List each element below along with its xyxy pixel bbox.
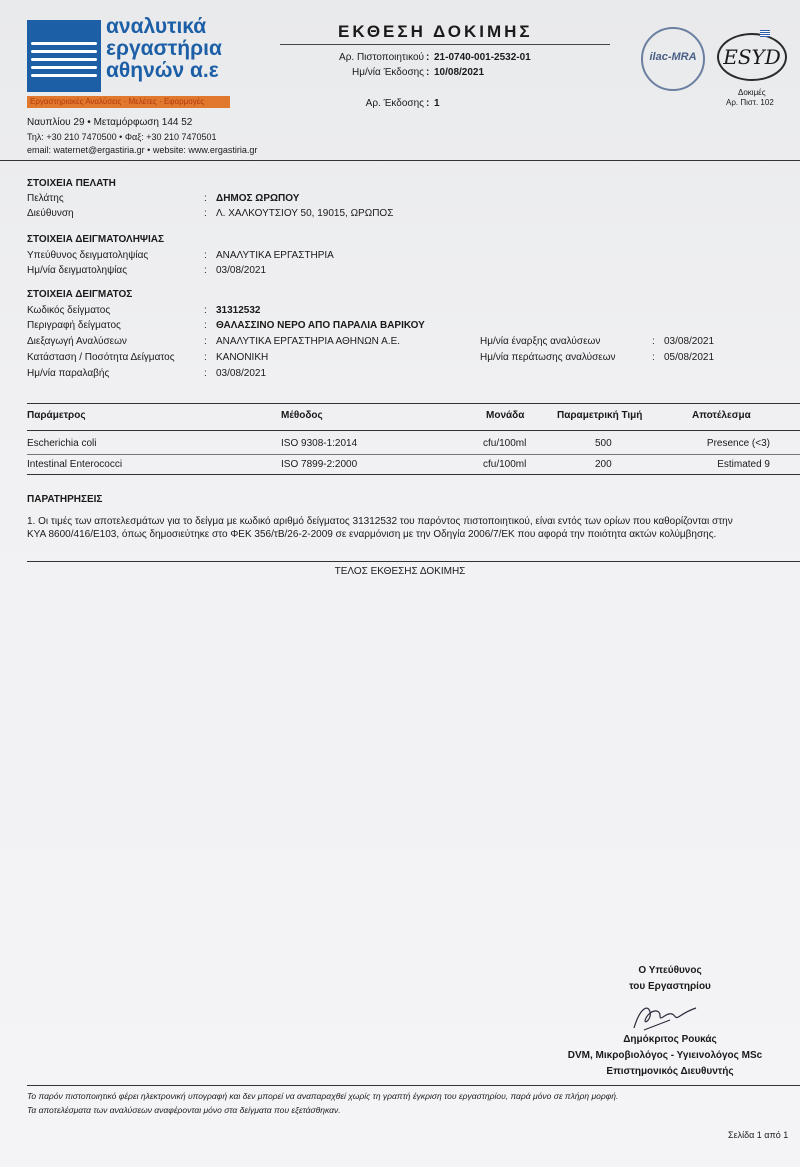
row1-method: ISO 9308-1:2014 (281, 438, 358, 449)
lab-email: email: waternet@ergastiria.gr • website: www.ergastiria.gr (27, 145, 258, 155)
page-number: Σελίδα 1 από 1 (728, 1130, 789, 1140)
title-rule (280, 44, 610, 45)
greek-flag-icon (760, 30, 770, 37)
analysis-value: ΑΝΑΛΥΤΙΚΑ ΕΡΓΑΣΤΗΡΙΑ ΑΘΗΝΩΝ Α.Ε. (216, 336, 401, 347)
report-page: αναλυτικά εργαστήρια αθηνών α.ε Εργαστηριακές Αναλύσεις · Μελέτες · Εφαρμογές Ναυπλίου 29 • Μεταμόρφωση 144 52 Τηλ: +30 210 7470500 • Φαξ: +30 210 7470501 email: waternet@ergastiria.gr • website: www.ergastiria.gr ΕΚΘΕΣΗ ΔΟΚΙΜΗΣ Αρ. Πιστοποιητικού : 21-0740-001-2532-01 Ημ/νία Έκδοσης : 10/08/2021 Αρ. Έκδοσης : 1 ilac-MRA ESYD Δοκιμές Αρ. Πιστ. 102 ΣΤΟΙΧΕΙΑ ΠΕΛΑΤΗ Πελάτης : ΔΗΜΟΣ ΩΡΩΠΟΥ Διεύθυνση : Λ. ΧΑΛΚΟΥΤΣΙΟΥ 50, 19015, ΩΡΩΠΟΣ ΣΤΟΙΧΕΙΑ ΔΕΙΓΜΑΤΟΛΗΨΙΑΣ Υπεύθυνος δειγματοληψίας : ΑΝΑΛΥΤΙΚΑ ΕΡΓΑΣΤΗΡΙΑ Ημ/νία δειγματοληψίας : 03/08/2021 ΣΤΟΙΧΕΙΑ ΔΕΙΓΜΑΤΟΣ Κωδικός δείγματος : 31312532 Περιγραφή δείγματος : ΘΑΛΑΣΣΙΝΟ ΝΕΡΟ ΑΠΟ ΠΑΡΑΛΙΑ ΒΑΡΙΚΟΥ Διεξαγωγή Αναλύσεων : ΑΝΑΛΥΤΙΚΑ ΕΡΓΑΣΤΗΡΙΑ ΑΘΗΝΩΝ Α.Ε. Κατάσταση / Ποσότητα Δείγματος : ΚΑΝΟΝΙΚΗ Ημ/νία παραλαβής : 03/08/2021 Ημ/νία έναρξης αναλύσεων : 03/08/2021 Ημ/νία περάτωσης αναλύσεων : 05/08/2021 Παράμετρος Μέθοδος Μονάδα Παραμετρική Τιμή Αποτέλεσμα Escherichia coli ISO 9308-1:2014 cfu/100ml 500 Presence (<3) Intestinal Enterococci ISO 7899-2:2000 cfu/100ml 200 Estimated 9 ΠΑΡΑΤΗΡΗΣΕΙΣ 1. Οι τιμές των αποτελεσμάτων για το δείγμα με κωδικό αριθμό δείγματος 31312532 του παρόντος πιστοποιητικού, είναι εντός των ορίων που καθορίζονται στην ΚΥΑ 8600/416/Ε103, όπως δημοσιεύτηκε στο ΦΕΚ 356/τΒ/26-2-2009 σε εναρμόνιση με την Οδηγία 2006/7/ΕΚ που αφορά την ποιότητα ακτών κολύμβησης. ΤΕΛΟΣ ΕΚΘΕΣΗΣ ΔΟΚΙΜΗΣ Ο Υπεύθυνος του Εργαστηρίου Δημόκριτος Ρουκάς DVM, Μικροβιολόγος - Υγιεινολόγος MSc Επιστημονικός Διευθυντής Το παρόν πιστοποιητικό φέρει ηλεκτρονική υπογραφή και δεν μπορεί να αναπαραχθεί χωρίς τη γραπτή έγκριση του εργαστηρίου, παρά μόνο σε πλήρη μορφή. Τα αποτελέσματα των αναλύσεων αναφέρονται μόνο στα δείγματα που εξετάσθηκαν. Σελίδα 1 από 1 (0, 0, 800, 1167)
table-top-rule (27, 403, 800, 404)
footer-line1: Το παρόν πιστοποιητικό φέρει ηλεκτρονική υπογραφή και δεν μπορεί να αναπαραχθεί χωρίς τη γραπτή έγκριση του εργαστηρίου, παρά μόνο σε πλήρη μορφή. (27, 1091, 619, 1101)
analysis-label: Διεξαγωγή Αναλύσεων (27, 336, 127, 347)
col-parameter: Παράμετρος (27, 410, 86, 421)
issue-date-value: 10/08/2021 (434, 67, 485, 78)
accreditation-number: Αρ. Πιστ. 102 (726, 98, 774, 107)
analysis-start-label: Ημ/νία έναρξης αναλύσεων (480, 336, 601, 347)
edition-label: Αρ. Έκδοσης (365, 98, 424, 109)
sample-code-label: Κωδικός δείγματος (27, 305, 111, 316)
lab-tagline: Εργαστηριακές Αναλύσεις · Μελέτες · Εφαρμογές (27, 96, 230, 108)
sampling-responsible-value: ΑΝΑΛΥΤΙΚΑ ΕΡΓΑΣΤΗΡΙΑ (216, 250, 334, 261)
sample-desc-label: Περιγραφή δείγματος (27, 320, 121, 331)
analysis-end-label: Ημ/νία περάτωσης αναλύσεων (480, 352, 616, 363)
col-method: Μέθοδος (281, 410, 323, 421)
signature-line2: του Εργαστηρίου (629, 981, 711, 992)
row2-unit: cfu/100ml (483, 459, 527, 470)
client-label: Πελάτης (27, 193, 64, 204)
received-label: Ημ/νία παραλαβής (27, 368, 110, 379)
client-address-value: Λ. ΧΑΛΚΟΥΤΣΙΟΥ 50, 19015, ΩΡΩΠΟΣ (216, 208, 394, 219)
tests-label: Δοκιμές (738, 88, 766, 97)
col-result: Αποτέλεσμα (692, 410, 751, 421)
lab-phone: Τηλ: +30 210 7470500 • Φαξ: +30 210 7470501 (27, 132, 217, 142)
signature-icon (630, 998, 700, 1034)
analysis-end-value: 05/08/2021 (664, 352, 715, 363)
signatory-title: DVM, Μικροβιολόγος - Υγιεινολόγος MSc (567, 1050, 763, 1061)
row2-method: ISO 7899-2:2000 (281, 459, 358, 470)
col-unit: Μονάδα (486, 410, 525, 421)
signatory-name: Δημόκριτος Ρουκάς (623, 1034, 717, 1045)
row1-unit: cfu/100ml (483, 438, 527, 449)
row2-result: Estimated 9 (717, 459, 770, 470)
esyd-logo-icon: ESYD (717, 33, 787, 81)
footer-rule (27, 1085, 800, 1086)
sampling-date-value: 03/08/2021 (216, 265, 267, 276)
footer-line2: Τα αποτελέσματα των αναλύσεων αναφέρονται μόνο στα δείγματα που εξετάσθηκαν. (27, 1105, 341, 1115)
lab-address: Ναυπλίου 29 • Μεταμόρφωση 144 52 (27, 117, 193, 128)
sample-code-value: 31312532 (216, 305, 261, 316)
header-rule (0, 160, 800, 161)
sampling-heading: ΣΤΟΙΧΕΙΑ ΔΕΙΓΜΑΤΟΛΗΨΙΑΣ (27, 234, 165, 245)
remarks-heading: ΠΑΡΑΤΗΡΗΣΕΙΣ (27, 494, 103, 505)
row-divider (27, 454, 800, 455)
row1-parameter: Escherichia coli (27, 438, 97, 449)
sampling-date-label: Ημ/νία δειγματοληψίας (27, 265, 128, 276)
issue-date-label: Ημ/νία Έκδοσης (352, 67, 424, 78)
col-param-value: Παραμετρική Τιμή (557, 410, 643, 421)
report-title: ΕΚΘΕΣΗ ΔΟΚΙΜΗΣ (338, 22, 533, 41)
table-bottom-rule (27, 474, 800, 475)
received-value: 03/08/2021 (216, 368, 267, 379)
client-heading: ΣΤΟΙΧΕΙΑ ΠΕΛΑΤΗ (27, 178, 116, 189)
sample-desc-value: ΘΑΛΑΣΣΙΝΟ ΝΕΡΟ ΑΠΟ ΠΑΡΑΛΙΑ ΒΑΡΙΚΟΥ (216, 320, 425, 331)
remarks-text: 1. Οι τιμές των αποτελεσμάτων για το δείγμα με κωδικό αριθμό δείγματος 31312532 του παρόντος πιστοποιητικού, είναι εντός των ορίων που καθορίζονται στην ΚΥΑ 8600/416/Ε103, όπως δημοσιεύτηκε στο ΦΕΚ 356/τΒ/26-2-2009 σε εναρμόνιση με την Οδηγία 2006/7/ΕΚ που αφορά την ποιότητα ακτών κολύμβησης. (27, 516, 733, 540)
sampling-responsible-label: Υπεύθυνος δειγματοληψίας (27, 250, 149, 261)
analysis-start-value: 03/08/2021 (664, 336, 715, 347)
row1-param-value: 500 (595, 438, 612, 449)
cert-value: 21-0740-001-2532-01 (434, 52, 531, 63)
row2-param-value: 200 (595, 459, 612, 470)
ilac-mra-logo-icon: ilac-MRA (641, 27, 705, 91)
signature-line1: Ο Υπεύθυνος (638, 965, 702, 976)
condition-value: ΚΑΝΟΝΙΚΗ (216, 352, 269, 363)
signatory-role: Επιστημονικός Διευθυντής (606, 1066, 734, 1077)
condition-label: Κατάσταση / Ποσότητα Δείγματος (27, 352, 175, 363)
lab-logo-icon (27, 20, 101, 92)
cert-label: Αρ. Πιστοποιητικού (339, 52, 424, 63)
lab-name: αναλυτικά εργαστήρια αθηνών α.ε (106, 15, 222, 82)
row2-parameter: Intestinal Enterococci (27, 459, 123, 470)
remarks-rule (27, 561, 800, 562)
end-of-report: ΤΕΛΟΣ ΕΚΘΕΣΗΣ ΔΟΚΙΜΗΣ (334, 566, 466, 577)
row1-result: Presence (<3) (706, 438, 770, 449)
sample-heading: ΣΤΟΙΧΕΙΑ ΔΕΙΓΜΑΤΟΣ (27, 289, 133, 300)
client-address-label: Διεύθυνση (27, 208, 74, 219)
edition-value: 1 (434, 98, 440, 109)
table-header-rule (27, 430, 800, 431)
client-value: ΔΗΜΟΣ ΩΡΩΠΟΥ (216, 193, 300, 204)
